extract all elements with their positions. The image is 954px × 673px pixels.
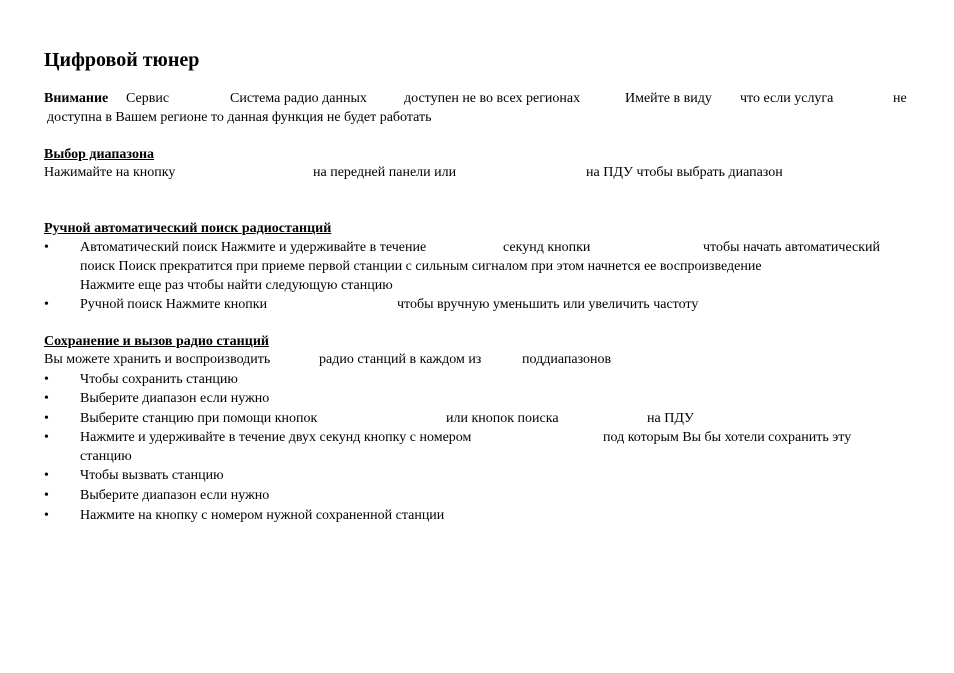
- page-title: Цифровой тюнер: [44, 49, 200, 71]
- notice-text: Сервис: [126, 91, 170, 106]
- presets-intro: радио станций в каждом из: [319, 352, 482, 367]
- bullet-icon: •: [44, 411, 49, 426]
- list-item: чтобы начать автоматический: [703, 240, 881, 255]
- notice-text: Система радио данных: [230, 91, 367, 106]
- list-item: Чтобы сохранить станцию: [80, 372, 238, 387]
- band-heading: Выбор диапазона: [44, 147, 155, 162]
- presets-intro: поддиапазонов: [522, 352, 612, 367]
- notice-label: Внимание: [44, 91, 109, 106]
- search-heading: Ручной автоматический поиск радиостанций: [44, 221, 332, 236]
- list-item: Выберите диапазон если нужно: [80, 391, 270, 406]
- bullet-icon: •: [44, 488, 49, 503]
- list-item: станцию: [80, 449, 132, 464]
- list-item: чтобы вручную уменьшить или увеличить частоту: [397, 297, 699, 312]
- band-text: на ПДУ чтобы выбрать диапазон: [586, 165, 783, 180]
- presets-intro: Вы можете хранить и воспроизводить: [44, 352, 271, 367]
- notice-text: не: [893, 91, 907, 106]
- bullet-icon: •: [44, 508, 49, 523]
- notice-text: Имейте в виду: [625, 91, 712, 106]
- notice-text: доступен не во всех регионах: [404, 91, 581, 106]
- band-text: Нажимайте на кнопку: [44, 165, 176, 180]
- bullet-icon: •: [44, 430, 49, 445]
- bullet-icon: •: [44, 240, 49, 255]
- list-item: или кнопок поиска: [446, 411, 559, 426]
- list-item: Нажмите и удерживайте в течение двух секунд кнопку с номером: [80, 430, 472, 445]
- list-item: под которым Вы бы хотели сохранить эту: [603, 430, 852, 445]
- list-item: Выберите диапазон если нужно: [80, 488, 270, 503]
- bullet-icon: •: [44, 372, 49, 387]
- list-item: Чтобы вызвать станцию: [80, 468, 224, 483]
- list-item: секунд кнопки: [503, 240, 591, 255]
- band-text: на передней панели или: [313, 165, 457, 180]
- bullet-icon: •: [44, 297, 49, 312]
- list-item: на ПДУ: [647, 411, 694, 426]
- list-item: Ручной поиск Нажмите кнопки: [80, 297, 268, 312]
- notice-text: доступна в Вашем регионе то данная функция не будет работать: [47, 110, 432, 125]
- notice-text: что если услуга: [740, 91, 834, 106]
- list-item: Автоматический поиск Нажмите и удерживайте в течение: [80, 240, 427, 255]
- list-item: поиск Поиск прекратится при приеме первой станции с сильным сигналом при этом начнется ее воспроизведение: [80, 259, 762, 274]
- bullet-icon: •: [44, 391, 49, 406]
- presets-heading: Сохранение и вызов радио станций: [44, 334, 269, 349]
- list-item: Выберите станцию при помощи кнопок: [80, 411, 318, 426]
- list-item: Нажмите на кнопку с номером нужной сохраненной станции: [80, 508, 445, 523]
- list-item: Нажмите еще раз чтобы найти следующую станцию: [80, 278, 393, 293]
- bullet-icon: •: [44, 468, 49, 483]
